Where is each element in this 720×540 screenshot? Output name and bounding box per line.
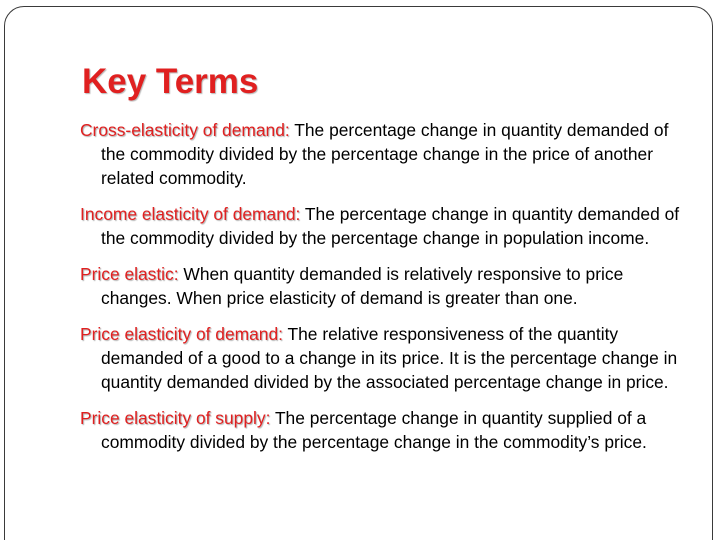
slide-title: Key Terms: [82, 62, 259, 101]
term-name: Price elastic:: [80, 264, 179, 284]
term-definition: The percentage change in quantity supplied of a commodity divided by the percentage change in the commodity’s price.: [101, 408, 647, 452]
term-name: Income elasticity of demand:: [80, 204, 301, 224]
term-income-elasticity-of-demand: [80, 202, 680, 250]
term-price-elastic: [80, 262, 680, 310]
term-definition: The percentage change in quantity demanded of the commodity divided by the percentage change in population income.: [101, 204, 680, 248]
term-definition: The relative responsiveness of the quantity demanded of a good to a change in its price. It is the percentage change in quantity demanded divided by the associated percentage change in price.: [101, 324, 678, 392]
term-cross-elasticity-of-demand: [80, 118, 680, 190]
term-name: Price elasticity of supply:: [80, 408, 271, 428]
term-name: Cross-elasticity of demand:: [80, 120, 290, 140]
term-price-elasticity-of-supply: [80, 406, 680, 454]
term-definition: The percentage change in quantity demanded of the commodity divided by the percentage change in the price of another related commodity.: [101, 120, 669, 188]
key-terms-list: [80, 118, 680, 466]
term-name: Price elasticity of demand:: [80, 324, 283, 344]
term-definition: When quantity demanded is relatively responsive to price changes. When price elasticity of demand is greater than one.: [101, 264, 624, 308]
term-price-elasticity-of-demand: [80, 322, 680, 394]
